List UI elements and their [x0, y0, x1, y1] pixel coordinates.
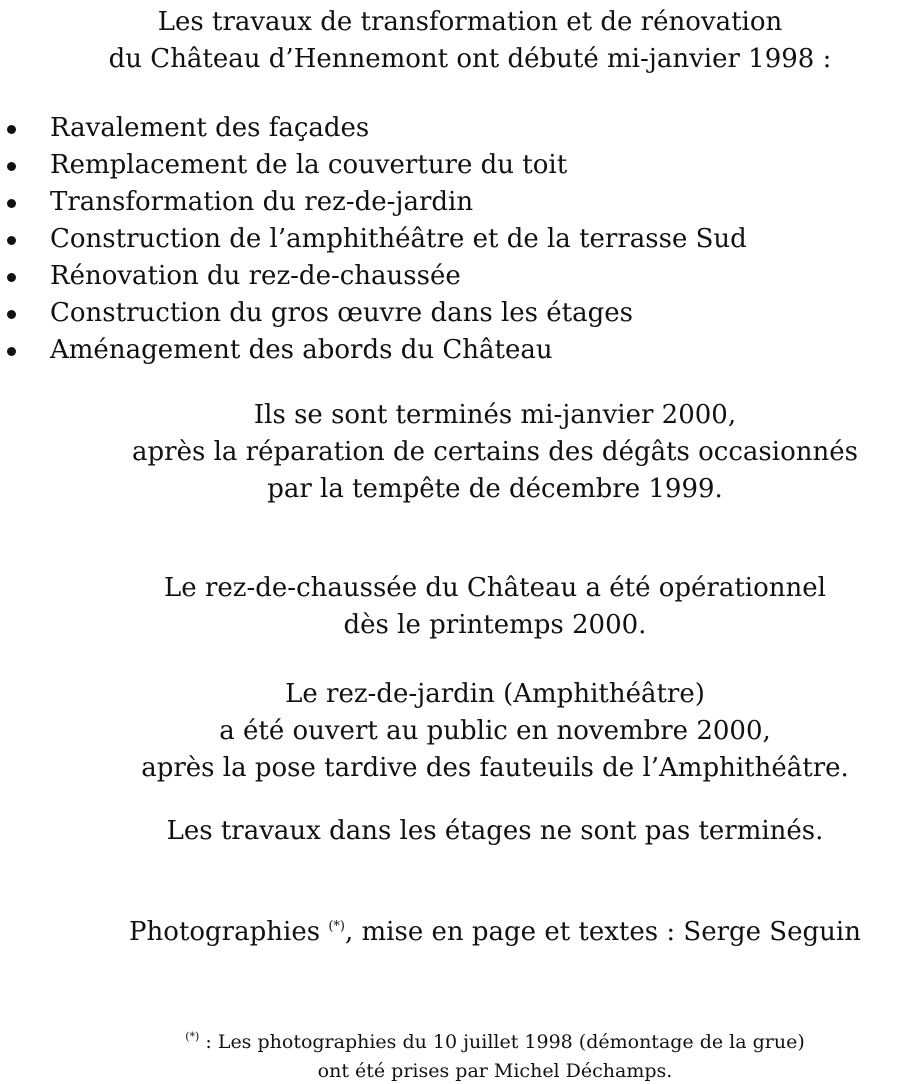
list-item-text: Construction de l’amphithéâtre et de la terrasse Sud [50, 224, 747, 254]
credits-prefix: Photographies [129, 917, 321, 947]
list-item [0, 295, 747, 332]
intro-line-1: Les travaux de transformation et de rénovation [157, 7, 783, 37]
garden-level-line-3: après la pose tardive des fauteuils de l’Amphithéâtre. [141, 753, 849, 783]
intro-paragraph [20, 4, 900, 78]
completion-paragraph [45, 397, 900, 508]
list-item [0, 147, 747, 184]
bullet-icon [7, 125, 16, 134]
ground-floor-paragraph [45, 570, 900, 644]
credits-footnote-marker: (*) [328, 919, 345, 934]
ground-floor-line-2: dès le printemps 2000. [343, 610, 647, 640]
bullet-icon [7, 310, 16, 319]
completion-line-1: Ils se sont terminés mi-janvier 2000, [253, 400, 737, 430]
credits-line [45, 914, 900, 955]
bullet-icon [7, 273, 16, 282]
list-item [0, 184, 747, 221]
list-item [0, 221, 747, 258]
garden-level-paragraph [45, 676, 900, 787]
works-list [0, 110, 747, 369]
footnote-marker: (*) [185, 1030, 200, 1043]
garden-level-line-2: a été ouvert au public en novembre 2000, [219, 716, 771, 746]
garden-level-line-1: Le rez-de-jardin (Amphithéâtre) [285, 679, 705, 709]
list-item-text: Transformation du rez-de-jardin [50, 187, 474, 217]
intro-line-2: du Château d’Hennemont ont débuté mi-janvier 1998 : [108, 44, 832, 74]
floors-note: Les travaux dans les étages ne sont pas terminés. [166, 816, 824, 846]
bullet-icon [7, 347, 16, 356]
list-item [0, 110, 747, 147]
footnote-line-2: ont été prises par Michel Déchamps. [317, 1060, 673, 1082]
footnote-text-1: : Les photographies du 10 juillet 1998 (démontage de la grue) [199, 1031, 805, 1053]
footnote [45, 1029, 900, 1084]
list-item-text: Remplacement de la couverture du toit [50, 150, 568, 180]
list-item [0, 258, 747, 295]
list-item-text: Rénovation du rez-de-chaussée [50, 261, 461, 291]
list-item-text: Construction du gros œuvre dans les étages [50, 298, 633, 328]
footnote-line-1 [45, 1029, 900, 1058]
list-item [0, 332, 747, 369]
completion-line-3: par la tempête de décembre 1999. [267, 474, 723, 504]
bullet-icon [7, 199, 16, 208]
completion-line-2: après la réparation de certains des dégâts occasionnés [132, 437, 858, 467]
ground-floor-line-1: Le rez-de-chaussée du Château a été opérationnel [164, 573, 826, 603]
list-item-text: Ravalement des façades [50, 113, 370, 143]
bullet-icon [7, 162, 16, 171]
bullet-icon [7, 236, 16, 245]
list-item-text: Aménagement des abords du Château [50, 335, 553, 365]
credits-suffix: , mise en page et textes : Serge Seguin [344, 917, 861, 947]
